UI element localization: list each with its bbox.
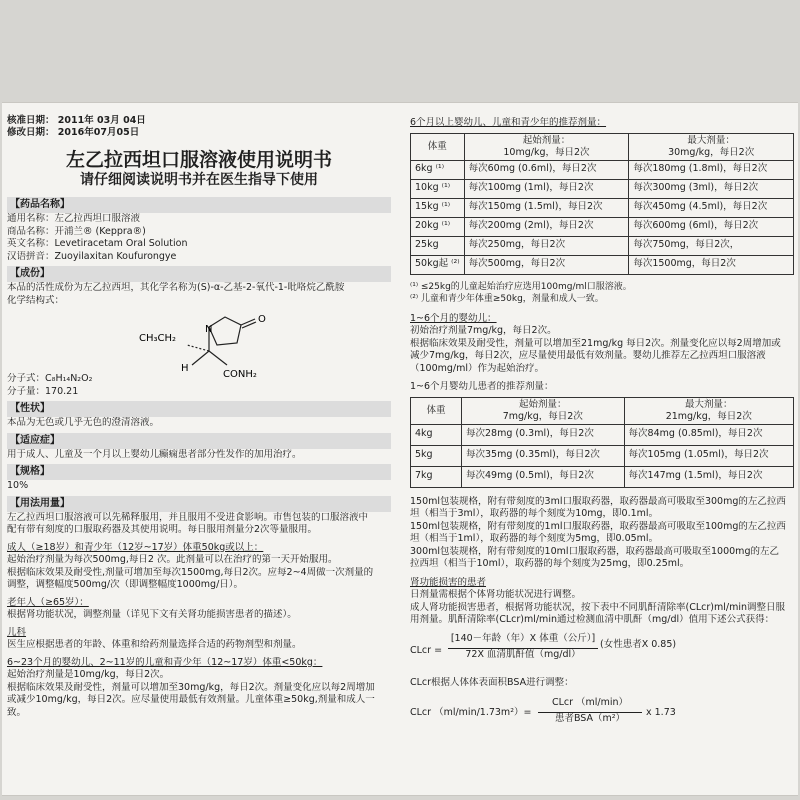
cell-start: 每次60mg (0.6ml)，每日2次 [464,160,629,179]
usage-intro-line-1: 左乙拉西坦口服溶液可以先稀释服用，并且服用不受进食影响。市售包装的口服溶液中 [7,511,369,523]
cell-weight: 5kg [411,445,462,466]
table-row [411,255,794,274]
header-max-sub: 30mg/kg，每日2次 [668,146,755,158]
molecular-formula: 分子式：C₈H₁₄N₂O₂ [7,373,93,384]
date-block [7,115,391,139]
approval-date: 核准日期： 2011年 03月 04日 [7,115,146,126]
cell-weight: 7kg [411,466,462,487]
usage-intro-line-2: 配有带有刻度的口服取药器及其使用说明。每日服用剂量分2次等量服用。 [7,524,318,535]
infant-line-4: （100mg/ml）作为起始治疗。 [410,362,545,374]
table1-note-2: ⁽²⁾ 儿童和青少年体重≥50kg，剂量和成人一致。 [410,293,604,304]
cell-max: 每次300mg (3ml)，每日2次 [629,179,794,198]
header-start-label: 起始剂量： [522,134,571,146]
renal-line-3: 用剂量。肌酐清除率(CLcr)ml/min通过检测血清中肌酐（mg/dl）值用下述公式获得： [410,614,775,625]
pediatric-dose-table [410,133,794,275]
cell-weight: 15kg ⁽¹⁾ [411,198,465,217]
header-max-dose [624,397,793,424]
infant-line-3: 减少7mg/kg，每日2次，应尽量使用最低有效剂量。婴幼儿推荐左乙拉西坦口服溶液 [410,350,766,361]
cell-start: 每次500mg，每日2次 [464,255,629,274]
infant-line-2: 根据临床效果及耐受性，剂量可以增加至21mg/kg 每日2次。剂量变化应以每2周增加或 [410,337,781,349]
indications-text: 用于成人、儿童及一个月以上婴幼儿癫痫患者部分性发作的加用治疗。 [7,448,302,460]
eq1-lhs: CLcr = [410,644,443,656]
pediatric-dose-line-1: 起始治疗剂量是10mg/kg，每日2次。 [7,669,170,680]
cell-start: 每次200mg (2ml)，每日2次 [464,217,629,236]
header-max-label: 最大剂量： [687,134,735,146]
renal-line-2: 成人肾功能损害患者，根据肾功能状况，按下表中不同肌酐清除率(CLcr)ml/min调整日服 [410,601,785,613]
left-column [7,115,391,719]
molecular-weight: 分子量：170.21 [7,385,79,397]
oxygen-label: O [258,314,266,325]
cell-weight: 50kg起 ⁽²⁾ [411,255,465,274]
table-row [411,424,794,445]
cell-max: 每次450mg (4.5ml)，每日2次 [629,198,794,217]
header-start-dose [464,133,629,160]
infant-dose-table [410,397,794,488]
structure-diagram [137,307,287,387]
packaging-line-5: 300ml包装规格，附有带刻度的10ml口服取药器，取药器最高可吸取至1000mg的左乙 [410,545,779,557]
adult-dose-heading: 成人（≥18岁）和青少年（12岁~17岁）体重50kg或以上： [7,541,264,553]
cell-max: 每次147mg (1.5ml)，每日2次 [624,466,793,487]
drug-trade-name: 商品名称：开浦兰® (Keppra®) [7,225,146,237]
packaging-line-1: 150ml包装规格，附有带刻度的3ml口服取药器，取药器最高可吸取至300mg的左乙拉西 [410,495,786,507]
section-header-properties: 【性状】 [7,401,391,417]
header-max-sub: 21mg/kg，每日2次 [665,410,752,422]
cell-max: 每次600mg (6ml)，每日2次 [629,217,794,236]
eq2-denominator: 患者BSA（m²） [538,712,642,726]
drug-generic-name: 通用名称：左乙拉西坦口服溶液 [7,213,141,224]
composition-chemical-name: 本品的活性成份为左乙拉西坦，其化学名称为(S)-α-乙基-2-氧代-1-吡咯烷乙酰胺 [7,282,345,293]
cell-max: 每次84mg (0.85ml)，每日2次 [624,424,793,445]
eq1-numerator: [140－年龄（年）X 体重（公斤）] [450,632,596,644]
pediatric-heading: 儿科 [7,626,27,638]
pediatric-dose-heading: 6~23个月的婴幼儿、2~11岁的儿童和青少年（12~17岁）体重<50kg： [7,656,323,668]
adult-dose-line-2: 根据临床效果及耐受性,剂量可增加至每次1500mg,每日2次。应每2~4周做一次剂量的 [7,566,374,578]
cell-start: 每次150mg (1.5ml)，每日2次 [464,198,629,217]
pediatric-text: 医生应根据患者的年龄、体重和给药剂量选择合适的药物剂型和剂量。 [7,639,302,650]
header-start-dose [462,397,625,424]
section-header-usage: 【用法用量】 [7,496,391,512]
section-header-drug-name: 【药品名称】 [7,197,391,213]
adult-dose-line-1: 起始治疗剂量为每次500mg,每日2 次。此剂量可以在治疗的第一天开始服用。 [7,554,338,565]
table1-note-1: ⁽¹⁾ ≤25kg的儿童起始治疗应选用100mg/ml口服溶液。 [410,281,632,292]
cell-weight: 20kg ⁽¹⁾ [411,217,465,236]
cell-max: 每次1500mg，每日2次 [629,255,794,274]
cell-start: 每次35mg (0.35ml)，每日2次 [462,445,625,466]
header-max-label: 最大剂量： [685,398,733,410]
h-bond [192,351,209,365]
table1-caption: 6个月以上婴幼儿、儿童和青少年的推荐剂量： [410,117,607,128]
cell-weight: 6kg ⁽¹⁾ [411,160,465,179]
cell-start: 每次49mg (0.5ml)，每日2次 [462,466,625,487]
revision-date: 修改日期： 2016年07月05日 [7,127,140,138]
amide-label: CONH₂ [223,369,257,380]
eq1-denominator: 72X 血清肌酐值（mg/dl） [448,648,598,662]
ethyl-label: CH₃CH₂ [139,333,177,344]
pediatric-dose-line-2: 根据临床效果及耐受性，剂量可以增加至30mg/kg，每日2次。剂量变化应以每2周增加 [7,681,375,693]
pediatric-dose-line-4: 致。 [7,706,27,718]
document-title: 左乙拉西坦口服溶液使用说明书 [65,149,332,171]
cell-max: 每次105mg (1.05ml)，每日2次 [624,445,793,466]
header-start-sub: 10mg/kg，每日2次 [503,146,590,158]
document-subtitle: 请仔细阅读说明书并在医生指导下使用 [80,172,318,188]
cell-max: 每次180mg (1.8ml)，每日2次 [629,160,794,179]
section-header-composition: 【成份】 [7,266,391,282]
eq2-suffix: x 1.73 [646,707,676,718]
drug-english-name: 英文名称：Levetiracetam Oral Solution [7,238,188,249]
nitrogen-label: N [205,324,213,335]
amide-bond [209,351,227,365]
table2-caption: 1~6个月婴幼儿患者的推荐剂量： [410,381,554,392]
ethyl-bond [187,345,209,351]
pediatric-dose-line-3: 或减少10mg/kg，每日2次。应尽量使用最低有效剂量。儿童体重≥50kg,剂量和成人一 [7,694,375,705]
composition-structure-label: 化学结构式： [7,294,65,306]
eq2-numerator: CLcr （ml/min） [551,697,629,708]
renal-heading: 肾功能损害的患者 [410,576,487,588]
table-row [411,236,794,255]
packaging-line-4: 坦（相当于1ml），取药器的每个刻度为5mg，即0.05ml。 [410,533,659,544]
clcr-equation [410,633,794,673]
leaflet-sheet [2,102,798,796]
table-row [411,179,794,198]
properties-text: 本品为无色或几乎无色的澄清溶液。 [7,417,160,428]
infant-line-1: 初始治疗剂量7mg/kg，每日2次。 [410,325,557,336]
table-row [411,198,794,217]
pyrrolidone-ring [209,317,241,345]
elderly-text: 根据肾功能状况，调整剂量（详见下文有关肾功能损害患者的描述）。 [7,609,297,620]
carbonyl-bond-2 [242,322,256,328]
cell-start: 每次250mg，每日2次 [464,236,629,255]
header-weight: 体重 [411,133,465,160]
packaging-line-2: 坦（相当于3ml），取药器的每个刻度为10mg，即0.1ml。 [410,508,659,519]
infant-heading: 1~6个月的婴幼儿： [410,312,497,324]
renal-line-1: 日剂量需根据个体肾功能状况进行调整。 [410,589,582,600]
packaging-line-6: 拉西坦（相当于10ml），取药器的每个刻度为25mg，即0.25ml。 [410,558,690,569]
drug-pinyin-name: 汉语拼音：Zuoyilaxitan Koufurongye [7,250,177,262]
cell-weight: 25kg [411,236,465,255]
header-start-label: 起始剂量： [519,398,567,410]
table-header-row [411,397,794,424]
eq1-suffix: (女性患者X 0.85) [600,638,677,650]
eq2-lhs: CLcr （ml/min/1.73m²）= [410,707,532,718]
carbonyl-bond-1 [241,319,255,325]
table-row [411,217,794,236]
table-row [411,160,794,179]
table-row [411,445,794,466]
chemical-structure [7,307,391,389]
elderly-heading: 老年人（≥65岁）： [7,596,89,608]
bsa-heading: CLcr根据人体体表面积BSA进行调整： [410,676,574,688]
section-header-specification: 【规格】 [7,464,391,480]
header-weight: 体重 [411,397,462,424]
bsa-equation [410,695,794,735]
cell-max: 每次750mg，每日2次， [629,236,794,255]
cell-start: 每次100mg (1ml)，每日2次 [464,179,629,198]
header-max-dose [629,133,794,160]
cell-weight: 4kg [411,424,462,445]
header-start-sub: 7mg/kg，每日2次 [502,410,583,422]
cell-weight: 10kg ⁽¹⁾ [411,179,465,198]
packaging-line-3: 150ml包装规格，附有带刻度的1ml口服取药器，取药器最高可吸取至100mg的左乙拉西 [410,520,786,532]
right-column [410,117,794,735]
cell-start: 每次28mg (0.3ml)，每日2次 [462,424,625,445]
table-row [411,466,794,487]
hydrogen-label: H [181,363,189,374]
specification-text: 10% [7,480,29,491]
section-header-indications: 【适应症】 [7,433,391,449]
table-header-row [411,133,794,160]
adult-dose-line-3: 调整，调整幅度500mg/次（即调整幅度1000mg/日）。 [7,579,244,590]
